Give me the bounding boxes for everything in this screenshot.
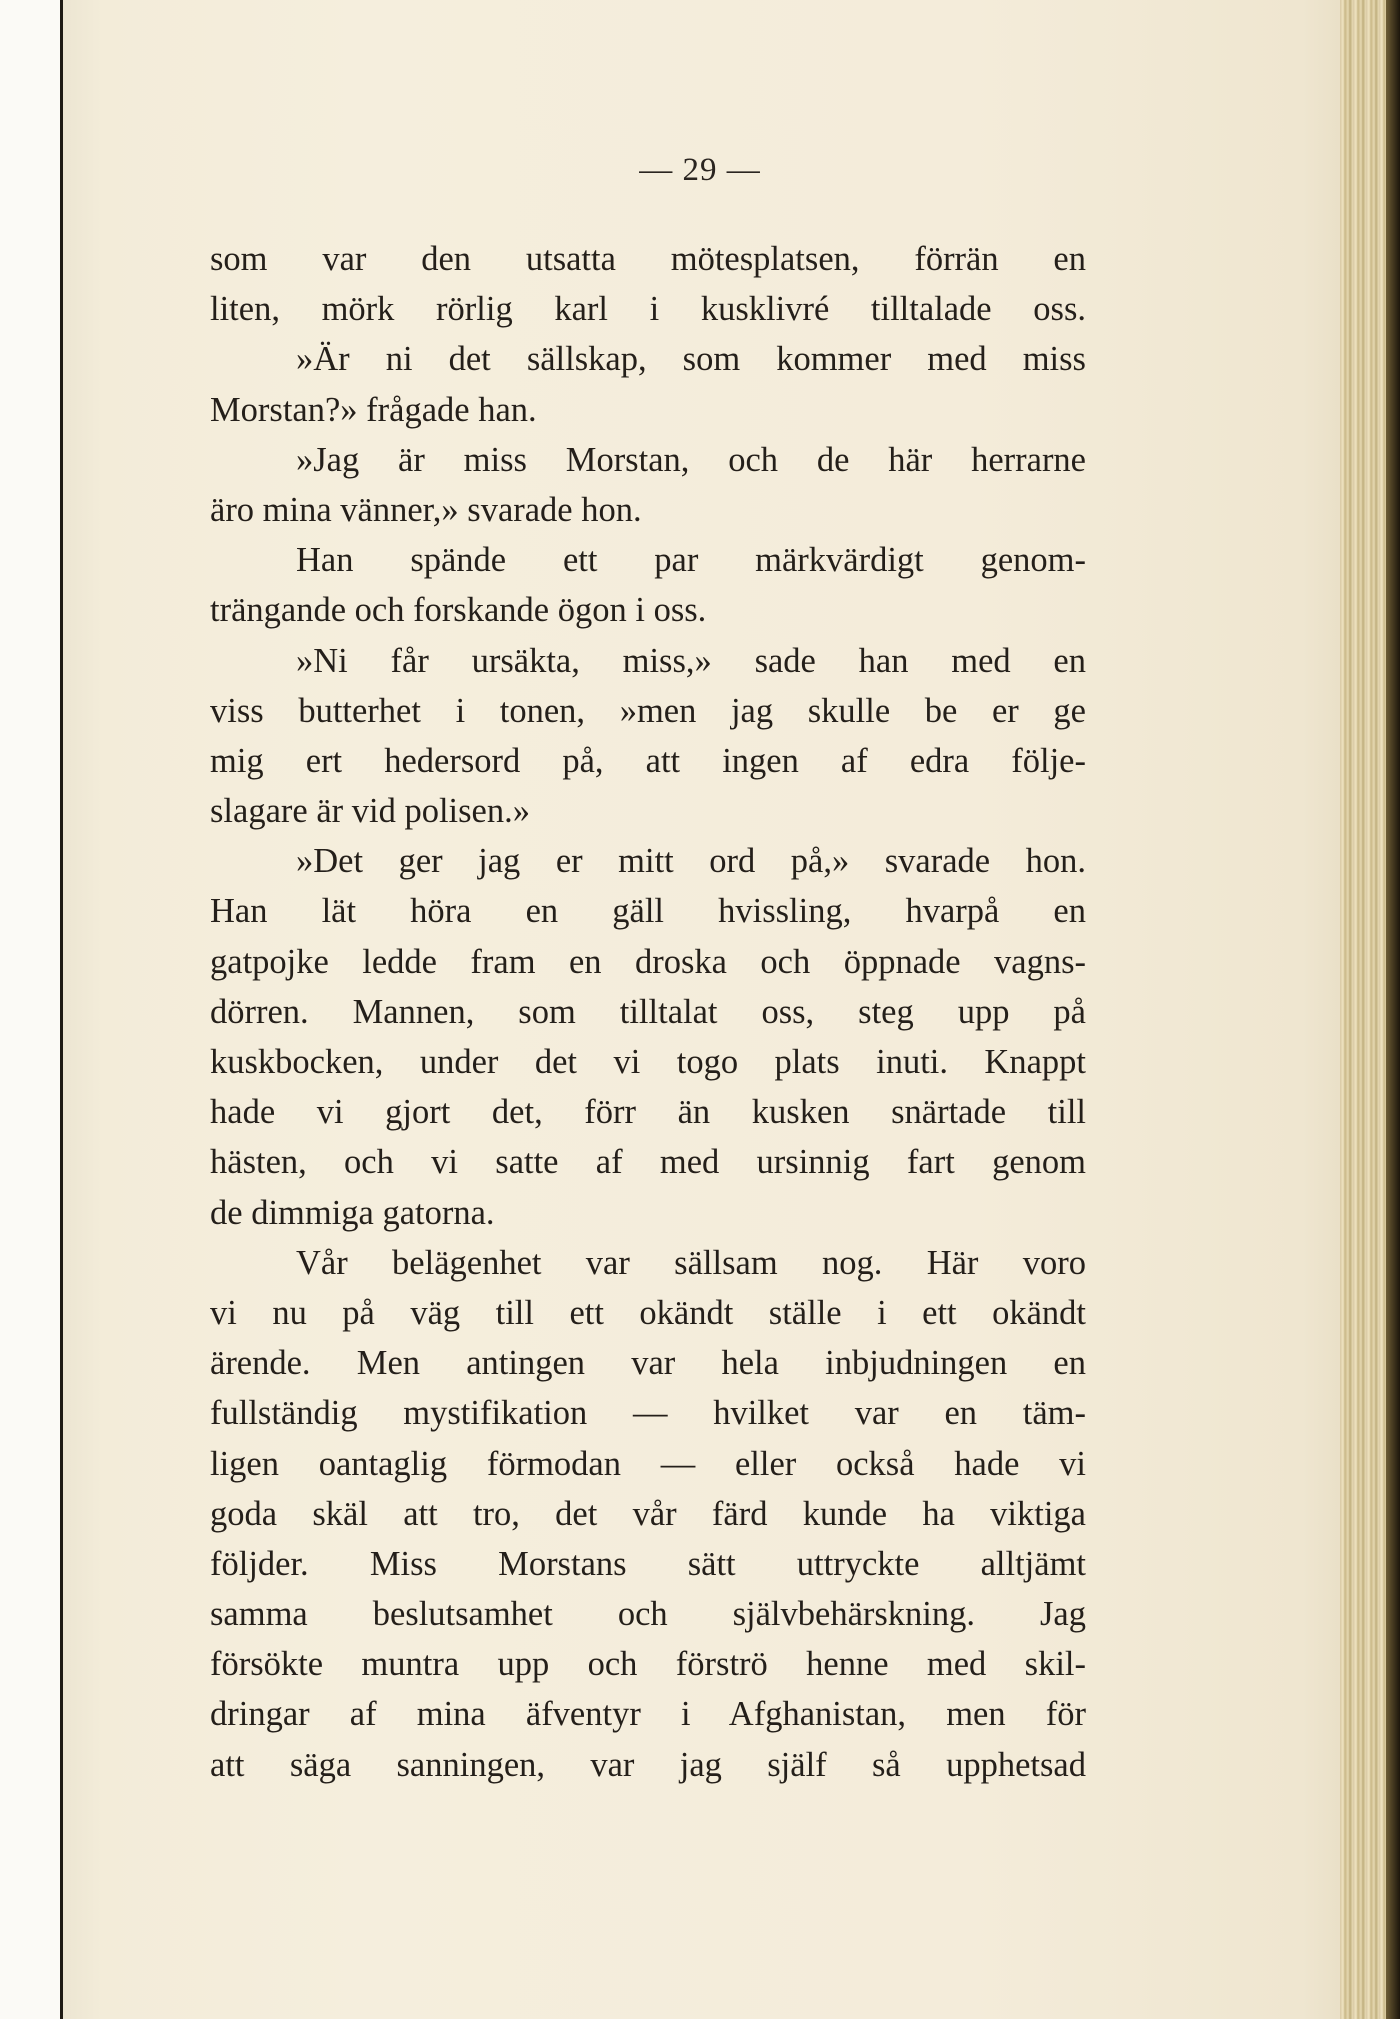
text-line: liten, mörk rörlig karl i kusklivré tilltalade oss. bbox=[210, 290, 1086, 329]
text-line: »Jag är miss Morstan, och de här herrarne bbox=[296, 440, 1086, 479]
page-gutter-edge bbox=[60, 0, 63, 2019]
page-number: — 29 — bbox=[639, 152, 761, 188]
text-line: vi nu på väg till ett okändt ställe i ett okändt bbox=[210, 1293, 1086, 1332]
text-line: dörren. Mannen, som tilltalat oss, steg upp på bbox=[210, 992, 1086, 1031]
text-line: de dimmiga gatorna. bbox=[210, 1193, 495, 1232]
text-line: försökte muntra upp och förströ henne med skil- bbox=[210, 1645, 1086, 1684]
text-line: slagare är vid polisen.» bbox=[210, 792, 530, 831]
text-line: »Ni får ursäkta, miss,» sade han med en bbox=[296, 641, 1086, 680]
scan-margin bbox=[0, 0, 60, 2019]
text-line: trängande och forskande ögon i oss. bbox=[210, 591, 707, 630]
text-line: Morstan?» frågade han. bbox=[210, 390, 537, 429]
book-spine-shadow bbox=[1386, 0, 1400, 2019]
text-line: hästen, och vi satte af med ursinnig fart genom bbox=[210, 1143, 1086, 1182]
text-line: Vår belägenhet var sällsam nog. Här voro bbox=[296, 1243, 1086, 1282]
text-line: följder. Miss Morstans sätt uttryckte alltjämt bbox=[210, 1544, 1086, 1583]
text-line: samma beslutsamhet och självbehärskning. Jag bbox=[210, 1595, 1086, 1634]
text-line: Han lät höra en gäll hvissling, hvarpå en bbox=[210, 892, 1086, 931]
text-line: som var den utsatta mötesplatsen, förrän en bbox=[210, 240, 1086, 278]
text-line: mig ert hedersord på, att ingen af edra följe- bbox=[210, 741, 1086, 780]
text-line: dringar af mina äfventyr i Afghanistan, men för bbox=[210, 1695, 1086, 1734]
text-line: goda skäl att tro, det vår färd kunde ha viktiga bbox=[210, 1494, 1086, 1533]
text-line: äro mina vänner,» svarade hon. bbox=[210, 490, 642, 529]
text-line: hade vi gjort det, förr än kusken snärtade till bbox=[210, 1093, 1086, 1132]
text-line: ligen oantaglig förmodan — eller också hade vi bbox=[210, 1444, 1086, 1483]
text-line: »Är ni det sällskap, som kommer med miss bbox=[296, 340, 1086, 379]
text-line: fullständig mystifikation — hvilket var en täm- bbox=[210, 1394, 1086, 1433]
body-text bbox=[210, 234, 1086, 1790]
text-line: »Det ger jag er mitt ord på,» svarade hon. bbox=[296, 842, 1086, 881]
text-line: ärende. Men antingen var hela inbjudningen en bbox=[210, 1344, 1086, 1383]
text-line: gatpojke ledde fram en droska och öppnade vagns- bbox=[210, 942, 1086, 981]
text-line: viss butterhet i tonen, »men jag skulle be er ge bbox=[210, 691, 1086, 730]
text-line: att säga sanningen, var jag själf så upphetsad bbox=[210, 1745, 1086, 1784]
text-line: kuskbocken, under det vi togo plats inuti. Knappt bbox=[210, 1043, 1086, 1081]
text-line: Han spände ett par märkvärdigt genom- bbox=[296, 541, 1086, 580]
